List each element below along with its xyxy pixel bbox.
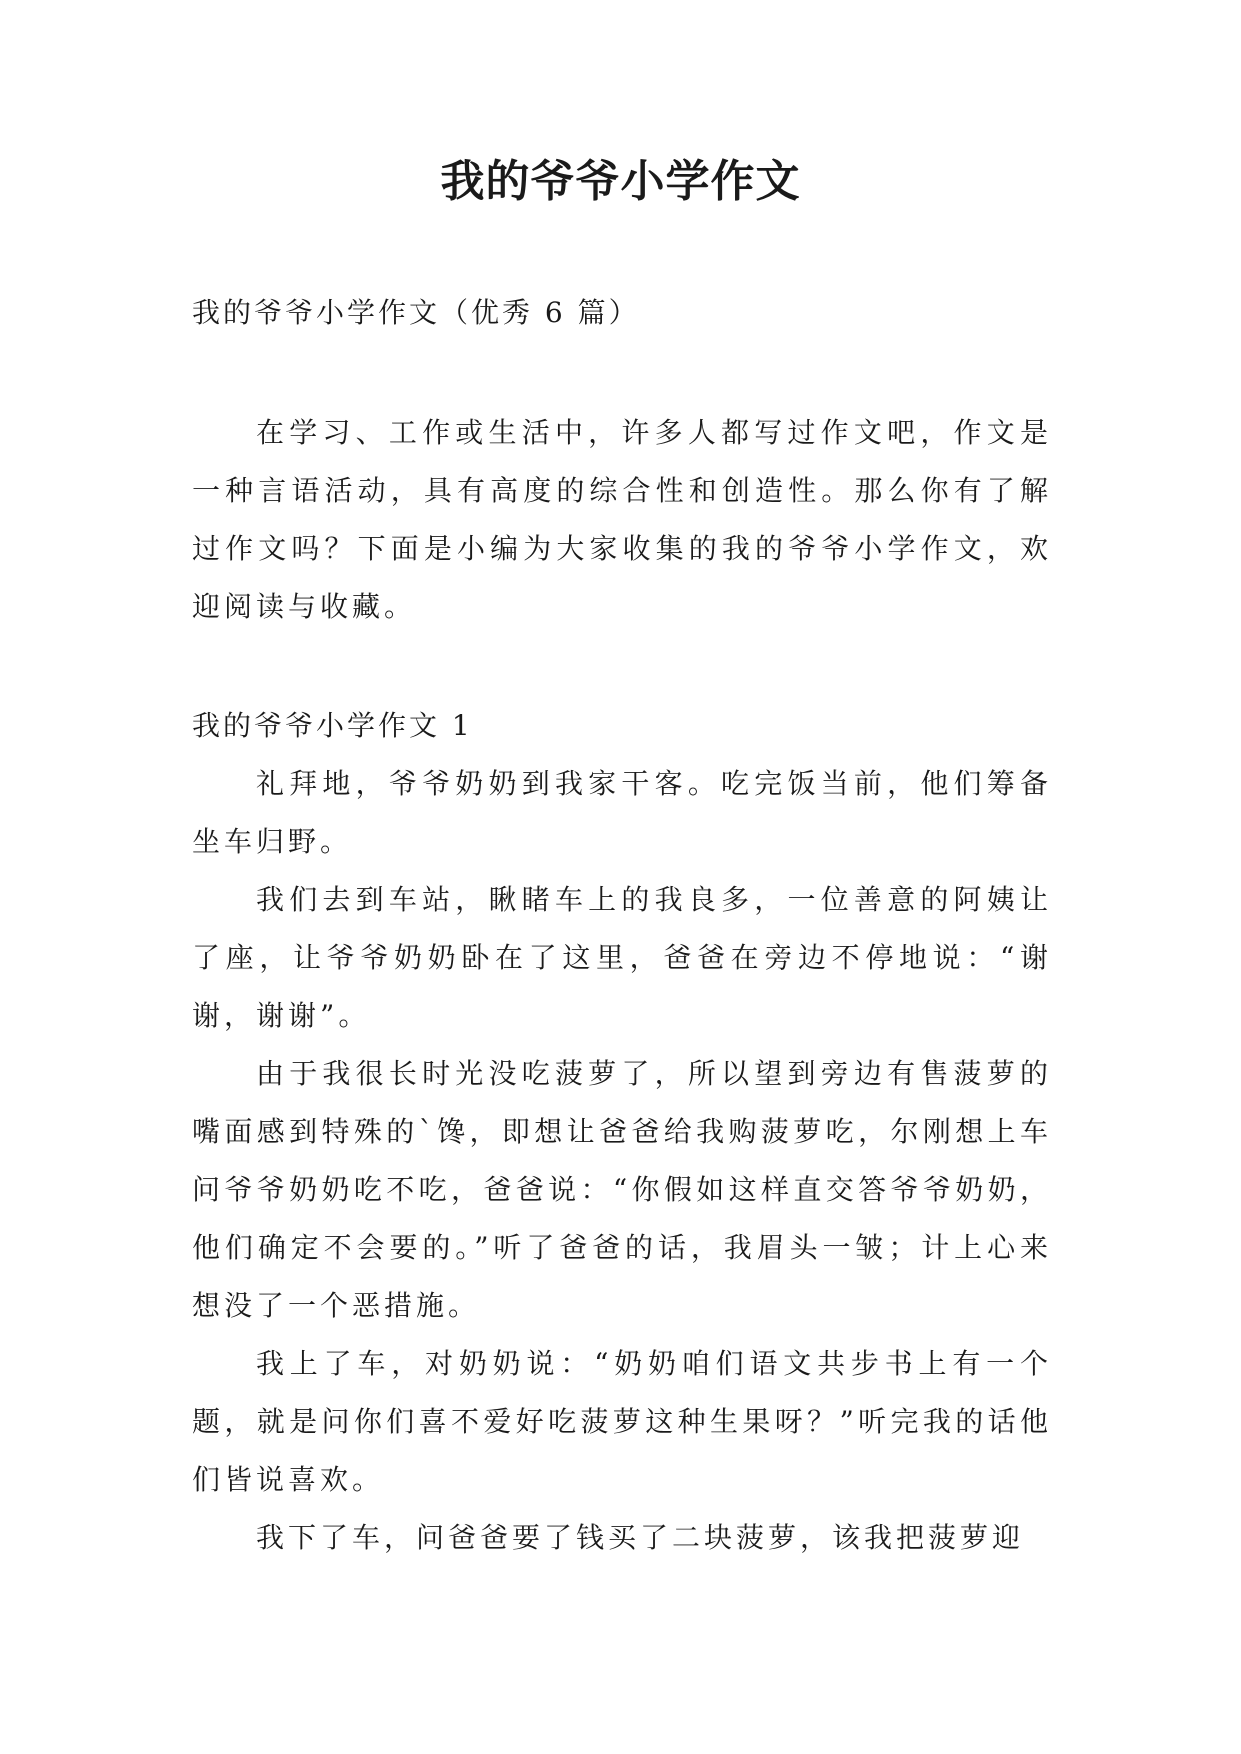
document-title: 我的爷爷小学作文 [440, 156, 801, 207]
article-paragraph: 礼拜地，爷爷奶奶到我家干客。吃完饭当前，他们筹备坐车归野。 [192, 767, 1052, 858]
article-paragraph: 我们去到车站，瞅睹车上的我良多，一位善意的阿姨让了座，让爷爷奶奶卧在了这里，爸爸在旁边不停地说：“谢谢，谢谢”。 [192, 883, 1052, 1032]
intro-paragraph: 在学习、工作或生活中，许多人都写过作文吧，作文是一种言语活动，具有高度的综合性和创造性。那么你有了解过作文吗？下面是小编为大家收集的我的爷爷小学作文，欢迎阅读与收藏。 [192, 416, 1052, 623]
document-subtitle: 我的爷爷小学作文（优秀 6 篇） [192, 296, 640, 329]
article-paragraph: 我下了车，问爸爸要了钱买了二块菠萝，该我把菠萝迎 [256, 1521, 1025, 1554]
article-heading: 我的爷爷小学作文 1 [192, 709, 473, 742]
article-paragraph: 由于我很长时光没吃菠萝了，所以望到旁边有售菠萝的嘴面感到特殊的`馋，即想让爸爸给我购菠萝吃，尔刚想上车问爷爷奶奶吃不吃，爸爸说：“你假如这样直交答爷爷奶奶，他们确定不会要的。”听了爸爸的话，我眉头一皱；计上心来想没了一个恶措施。 [192, 1057, 1052, 1322]
article-section [192, 697, 1052, 1567]
article-paragraph: 我上了车，对奶奶说：“奶奶咱们语文共步书上有一个题，就是问你们喜不爱好吃菠萝这种生果呀？”听完我的话他们皆说喜欢。 [192, 1347, 1052, 1496]
